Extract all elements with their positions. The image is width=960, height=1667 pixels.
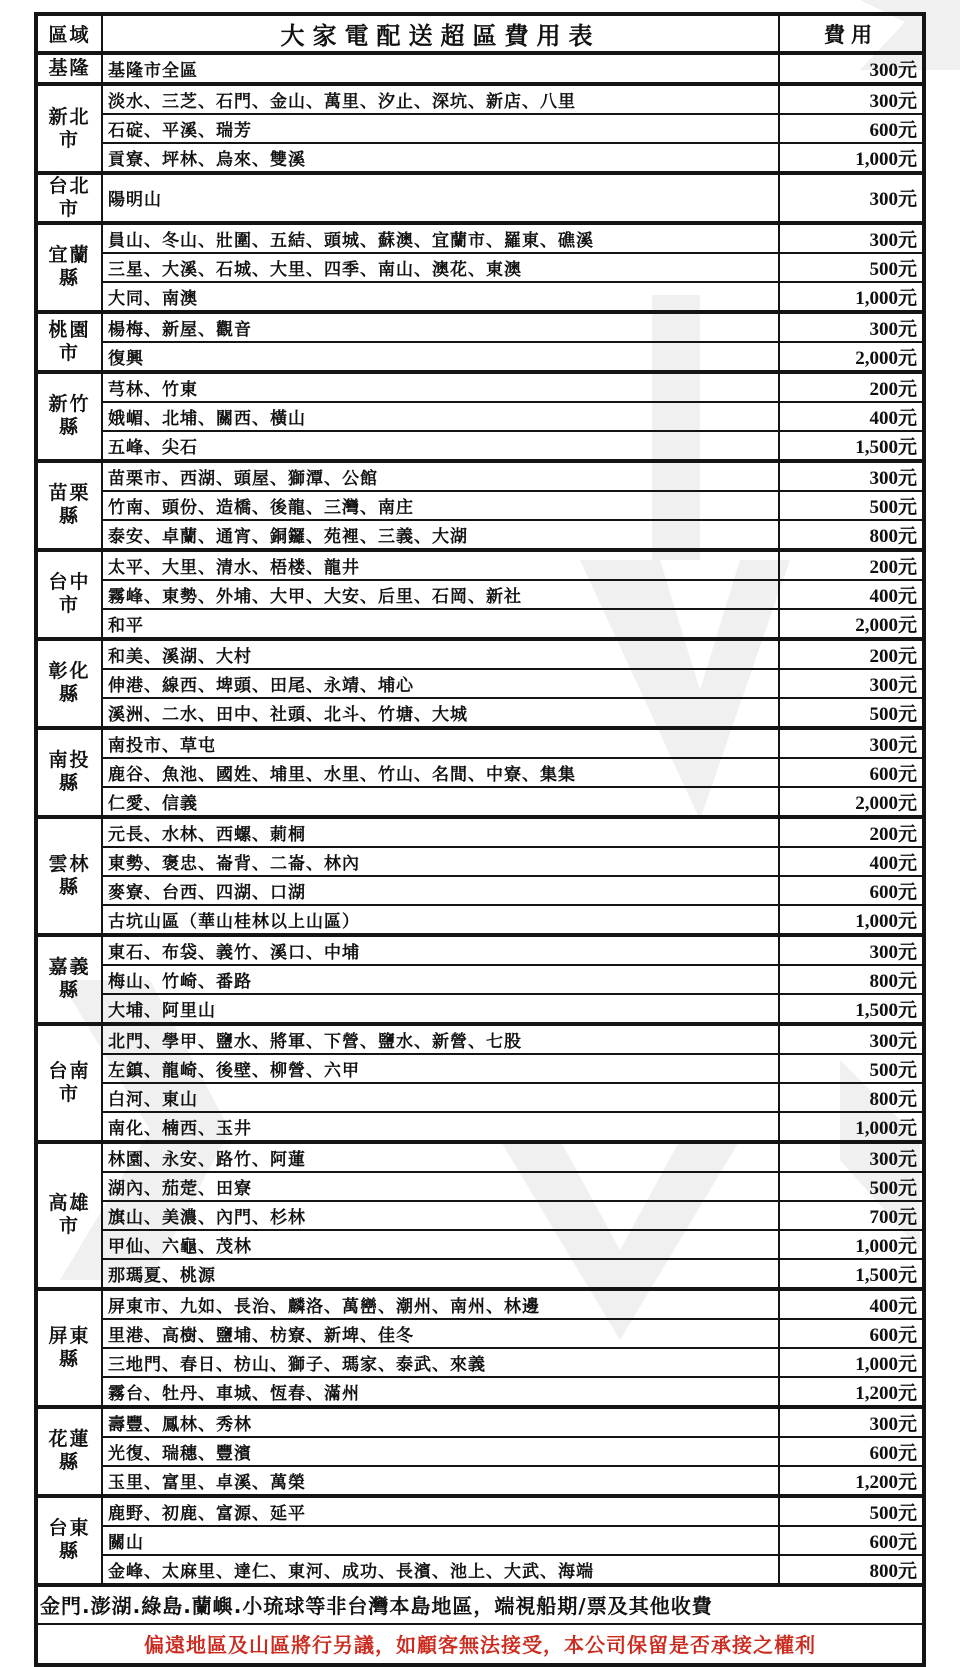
table-row — [36, 1142, 924, 1172]
table-row — [36, 817, 924, 847]
table-row — [36, 1230, 924, 1259]
table-row — [36, 114, 924, 143]
area-list: 芎林、竹東 — [102, 372, 779, 402]
table-row — [36, 84, 924, 114]
region-group — [36, 817, 924, 935]
region-group — [36, 173, 924, 223]
region-group — [36, 550, 924, 639]
area-list: 陽明山 — [102, 173, 779, 223]
fee-value: 300元 — [779, 669, 924, 698]
table-row — [36, 905, 924, 935]
fee-value: 1,200元 — [779, 1377, 924, 1407]
fee-value: 800元 — [779, 520, 924, 550]
region-group — [36, 372, 924, 461]
table-row — [36, 253, 924, 282]
fee-value: 300元 — [779, 53, 924, 84]
region-label: 苗栗 縣 — [36, 461, 102, 550]
area-list: 白河、東山 — [102, 1083, 779, 1112]
table-row — [36, 282, 924, 312]
area-list: 伸港、線西、埤頭、田尾、永靖、埔心 — [102, 669, 779, 698]
footer-row-islands — [36, 1585, 924, 1624]
region-label: 屏東 縣 — [36, 1289, 102, 1407]
area-list: 北門、學甲、鹽水、將軍、下營、鹽水、新營、七股 — [102, 1024, 779, 1054]
fee-value: 1,000元 — [779, 905, 924, 935]
region-label: 彰化 縣 — [36, 639, 102, 728]
table-row — [36, 550, 924, 580]
table-row — [36, 1172, 924, 1201]
region-label: 雲林 縣 — [36, 817, 102, 935]
fee-value: 300元 — [779, 1142, 924, 1172]
area-list: 大同、南澳 — [102, 282, 779, 312]
table-row — [36, 1407, 924, 1437]
area-list: 霧峰、東勢、外埔、大甲、大安、后里、石岡、新社 — [102, 580, 779, 609]
region-label: 新竹 縣 — [36, 372, 102, 461]
region-group — [36, 1496, 924, 1585]
fee-value: 300元 — [779, 1024, 924, 1054]
table-row — [36, 994, 924, 1024]
table-row — [36, 312, 924, 342]
fee-value: 200元 — [779, 817, 924, 847]
table-row — [36, 402, 924, 431]
table-row — [36, 1289, 924, 1319]
fee-value: 200元 — [779, 550, 924, 580]
fee-value: 700元 — [779, 1201, 924, 1230]
region-column-header: 區域 — [36, 14, 102, 53]
area-list: 關山 — [102, 1526, 779, 1555]
table-row — [36, 1201, 924, 1230]
table-row — [36, 520, 924, 550]
region-label: 南投 縣 — [36, 728, 102, 817]
fee-value: 1,000元 — [779, 1112, 924, 1142]
area-list: 霧台、牡丹、車城、恆春、滿州 — [102, 1377, 779, 1407]
table-row — [36, 53, 924, 84]
fee-value: 1,500元 — [779, 994, 924, 1024]
area-list: 貢寮、坪林、烏來、雙溪 — [102, 143, 779, 173]
fee-value: 800元 — [779, 965, 924, 994]
area-list: 大埔、阿里山 — [102, 994, 779, 1024]
table-row — [36, 758, 924, 787]
table-row — [36, 342, 924, 372]
fee-value: 400元 — [779, 402, 924, 431]
table-row — [36, 669, 924, 698]
table-row — [36, 935, 924, 965]
table-row — [36, 847, 924, 876]
fee-column-header: 費用 — [779, 14, 924, 53]
area-list: 東勢、褒忠、崙背、二崙、林內 — [102, 847, 779, 876]
fee-value: 200元 — [779, 639, 924, 669]
area-list: 基隆市全區 — [102, 53, 779, 84]
table-row — [36, 1024, 924, 1054]
area-list: 竹南、頭份、造橋、後龍、三灣、南庄 — [102, 491, 779, 520]
fee-value: 1,500元 — [779, 1259, 924, 1289]
area-list: 光復、瑞穗、豐濱 — [102, 1437, 779, 1466]
fee-value: 2,000元 — [779, 609, 924, 639]
region-group — [36, 312, 924, 372]
area-list: 和美、溪湖、大村 — [102, 639, 779, 669]
area-list: 苗栗市、西湖、頭屋、獅潭、公館 — [102, 461, 779, 491]
region-group — [36, 1407, 924, 1496]
remote-area-note: 偏遠地區及山區將行另議，如顧客無法接受，本公司保留是否承接之權利 — [36, 1624, 924, 1665]
area-list: 三星、大溪、石城、大里、四季、南山、澳花、東澳 — [102, 253, 779, 282]
area-list: 東石、布袋、義竹、溪口、中埔 — [102, 935, 779, 965]
area-list: 壽豐、鳳林、秀林 — [102, 1407, 779, 1437]
region-group — [36, 935, 924, 1024]
table-row — [36, 461, 924, 491]
region-label: 嘉義 縣 — [36, 935, 102, 1024]
fee-value: 1,000元 — [779, 1230, 924, 1259]
region-label: 台中 市 — [36, 550, 102, 639]
fee-value: 300元 — [779, 84, 924, 114]
table-title: 大家電配送超區費用表 — [102, 14, 779, 53]
area-list: 金峰、太麻里、達仁、東河、成功、長濱、池上、大武、海端 — [102, 1555, 779, 1585]
region-group — [36, 84, 924, 173]
fee-value: 400元 — [779, 580, 924, 609]
region-label: 基隆 — [36, 53, 102, 84]
area-list: 淡水、三芝、石門、金山、萬里、汐止、深坑、新店、八里 — [102, 84, 779, 114]
area-list: 甲仙、六龜、茂林 — [102, 1230, 779, 1259]
fee-value: 2,000元 — [779, 342, 924, 372]
fee-value: 300元 — [779, 461, 924, 491]
table-row — [36, 698, 924, 728]
area-list: 那瑪夏、桃源 — [102, 1259, 779, 1289]
fee-value: 300元 — [779, 1407, 924, 1437]
table-row — [36, 1054, 924, 1083]
area-list: 元長、水林、西螺、莿桐 — [102, 817, 779, 847]
area-list: 五峰、尖石 — [102, 431, 779, 461]
table-row — [36, 143, 924, 173]
table-row — [36, 1496, 924, 1526]
region-group — [36, 461, 924, 550]
table-row — [36, 491, 924, 520]
table-row — [36, 876, 924, 905]
table-row — [36, 372, 924, 402]
area-list: 太平、大里、清水、梧楼、龍井 — [102, 550, 779, 580]
table-row — [36, 728, 924, 758]
area-list: 左鎮、龍崎、後壁、柳營、六甲 — [102, 1054, 779, 1083]
region-label: 台東 縣 — [36, 1496, 102, 1585]
fee-value: 1,000元 — [779, 282, 924, 312]
table-row — [36, 639, 924, 669]
region-label: 新北 市 — [36, 84, 102, 173]
area-list: 林園、永安、路竹、阿蓮 — [102, 1142, 779, 1172]
region-group — [36, 223, 924, 312]
fee-value: 300元 — [779, 312, 924, 342]
fee-value: 1,200元 — [779, 1466, 924, 1496]
area-list: 三地門、春日、枋山、獅子、瑪家、泰武、來義 — [102, 1348, 779, 1377]
fee-value: 1,500元 — [779, 431, 924, 461]
table-row — [36, 1526, 924, 1555]
fee-value: 500元 — [779, 1172, 924, 1201]
fee-value: 600元 — [779, 876, 924, 905]
area-list: 泰安、卓蘭、通宵、銅鑼、苑裡、三義、大湖 — [102, 520, 779, 550]
fee-value: 400元 — [779, 847, 924, 876]
area-list: 南投市、草屯 — [102, 728, 779, 758]
fee-value: 200元 — [779, 372, 924, 402]
table-row — [36, 1259, 924, 1289]
table-row — [36, 580, 924, 609]
fee-value: 600元 — [779, 1526, 924, 1555]
fee-value: 600元 — [779, 1437, 924, 1466]
islands-note: 金門.澎湖.綠島.蘭嶼.小琉球等非台灣本島地區，端視船期/票及其他收費 — [36, 1585, 924, 1624]
fee-value: 500元 — [779, 253, 924, 282]
area-list: 娥嵋、北埔、關西、橫山 — [102, 402, 779, 431]
region-group — [36, 1024, 924, 1142]
table-row — [36, 1319, 924, 1348]
fee-value: 800元 — [779, 1083, 924, 1112]
area-list: 古坑山區（華山桂林以上山區） — [102, 905, 779, 935]
table-row — [36, 1437, 924, 1466]
table-row — [36, 1348, 924, 1377]
area-list: 鹿野、初鹿、富源、延平 — [102, 1496, 779, 1526]
region-group — [36, 53, 924, 84]
fee-value: 500元 — [779, 1054, 924, 1083]
fee-value: 300元 — [779, 173, 924, 223]
header-row — [36, 14, 924, 53]
area-list: 里港、高樹、鹽埔、枋寮、新埤、佳冬 — [102, 1319, 779, 1348]
fee-value: 500元 — [779, 698, 924, 728]
fee-value: 500元 — [779, 1496, 924, 1526]
table-row — [36, 1083, 924, 1112]
fee-value: 600元 — [779, 114, 924, 143]
fee-value: 800元 — [779, 1555, 924, 1585]
area-list: 南化、楠西、玉井 — [102, 1112, 779, 1142]
area-list: 湖內、茄萣、田寮 — [102, 1172, 779, 1201]
table-row — [36, 1466, 924, 1496]
fee-value: 2,000元 — [779, 787, 924, 817]
region-label: 宜蘭 縣 — [36, 223, 102, 312]
table-row — [36, 173, 924, 223]
fee-value: 300元 — [779, 728, 924, 758]
region-group — [36, 639, 924, 728]
table-row — [36, 965, 924, 994]
area-list: 和平 — [102, 609, 779, 639]
table-row — [36, 1112, 924, 1142]
area-list: 旗山、美濃、內門、杉林 — [102, 1201, 779, 1230]
table-row — [36, 223, 924, 253]
fee-value: 1,000元 — [779, 1348, 924, 1377]
delivery-fee-table — [34, 12, 926, 1667]
table-row — [36, 1377, 924, 1407]
area-list: 仁愛、信義 — [102, 787, 779, 817]
area-list: 玉里、富里、卓溪、萬榮 — [102, 1466, 779, 1496]
fee-value: 500元 — [779, 491, 924, 520]
table-row — [36, 1555, 924, 1585]
region-group — [36, 1142, 924, 1289]
fee-value: 400元 — [779, 1289, 924, 1319]
fee-value: 300元 — [779, 223, 924, 253]
region-label: 花蓮 縣 — [36, 1407, 102, 1496]
area-list: 鹿谷、魚池、國姓、埔里、水里、竹山、名間、中寮、集集 — [102, 758, 779, 787]
area-list: 員山、冬山、壯圍、五結、頭城、蘇澳、宜蘭市、羅東、礁溪 — [102, 223, 779, 253]
region-label: 台北 市 — [36, 173, 102, 223]
area-list: 楊梅、新屋、觀音 — [102, 312, 779, 342]
footer-row-remote — [36, 1624, 924, 1665]
fee-value: 1,000元 — [779, 143, 924, 173]
region-group — [36, 1289, 924, 1407]
area-list: 溪洲、二水、田中、社頭、北斗、竹塘、大城 — [102, 698, 779, 728]
fee-value: 600元 — [779, 758, 924, 787]
fee-value: 300元 — [779, 935, 924, 965]
table-row — [36, 787, 924, 817]
table-row — [36, 431, 924, 461]
region-label: 台南 市 — [36, 1024, 102, 1142]
fee-value: 600元 — [779, 1319, 924, 1348]
area-list: 復興 — [102, 342, 779, 372]
region-label: 桃園 市 — [36, 312, 102, 372]
area-list: 麥寮、台西、四湖、口湖 — [102, 876, 779, 905]
table-row — [36, 609, 924, 639]
region-label: 高雄 市 — [36, 1142, 102, 1289]
region-group — [36, 728, 924, 817]
area-list: 梅山、竹崎、番路 — [102, 965, 779, 994]
area-list: 屏東市、九如、長治、麟洛、萬巒、潮州、南州、林邊 — [102, 1289, 779, 1319]
area-list: 石碇、平溪、瑞芳 — [102, 114, 779, 143]
